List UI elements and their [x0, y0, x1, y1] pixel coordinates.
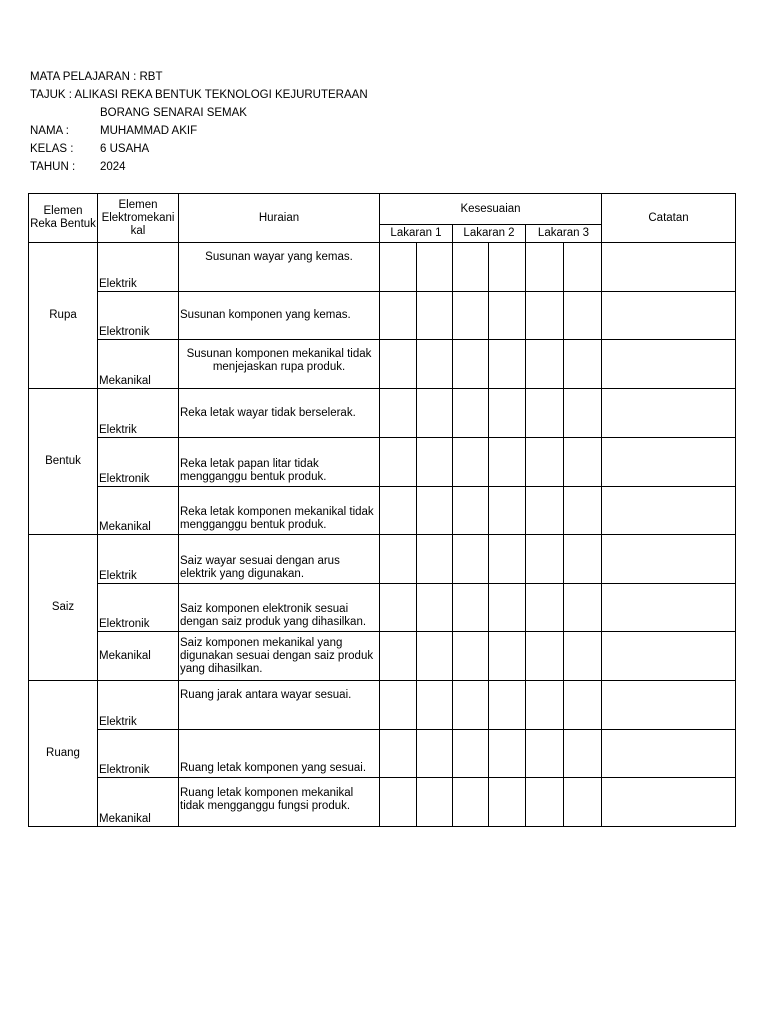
header-catatan: Catatan: [602, 194, 736, 243]
notes-cell[interactable]: [602, 438, 736, 487]
check-cell[interactable]: [526, 584, 564, 632]
description-cell: Reka letak wayar tidak berselerak.: [179, 389, 380, 438]
element-cell: Elektrik: [98, 535, 179, 584]
check-cell[interactable]: [380, 438, 417, 487]
check-cell[interactable]: [453, 487, 489, 535]
check-cell[interactable]: [417, 632, 453, 681]
header-lakaran-3: Lakaran 3: [526, 225, 602, 243]
description-cell: Susunan wayar yang kemas.: [179, 243, 380, 292]
element-cell: Elektronik: [98, 730, 179, 778]
element-cell: Mekanikal: [98, 340, 179, 389]
check-cell[interactable]: [564, 292, 602, 340]
check-cell[interactable]: [489, 292, 526, 340]
check-cell[interactable]: [417, 487, 453, 535]
check-cell[interactable]: [417, 243, 453, 292]
notes-cell[interactable]: [602, 243, 736, 292]
notes-cell[interactable]: [602, 340, 736, 389]
header-lakaran-1: Lakaran 1: [380, 225, 453, 243]
notes-cell[interactable]: [602, 487, 736, 535]
check-cell[interactable]: [526, 438, 564, 487]
description-cell: Ruang letak komponen yang sesuai.: [179, 730, 380, 778]
check-cell[interactable]: [417, 389, 453, 438]
check-cell[interactable]: [380, 584, 417, 632]
name-value: MUHAMMAD AKIF: [100, 125, 198, 137]
check-cell[interactable]: [417, 535, 453, 584]
check-cell[interactable]: [417, 730, 453, 778]
check-cell[interactable]: [489, 632, 526, 681]
element-cell: Elektronik: [98, 584, 179, 632]
notes-cell[interactable]: [602, 292, 736, 340]
check-cell[interactable]: [564, 632, 602, 681]
description-cell: Reka letak papan litar tidak mengganggu bentuk produk.: [179, 438, 380, 487]
check-cell[interactable]: [453, 632, 489, 681]
check-cell[interactable]: [453, 389, 489, 438]
check-cell[interactable]: [564, 535, 602, 584]
group-cell-ruang: Ruang: [29, 681, 98, 827]
notes-cell[interactable]: [602, 584, 736, 632]
header-kesesuaian: Kesesuaian: [380, 194, 602, 225]
check-cell[interactable]: [380, 681, 417, 730]
check-cell[interactable]: [417, 778, 453, 827]
check-cell[interactable]: [564, 681, 602, 730]
check-cell[interactable]: [489, 584, 526, 632]
check-cell[interactable]: [417, 584, 453, 632]
year-label: TAHUN :: [30, 161, 76, 173]
table-row: [29, 438, 736, 487]
check-cell[interactable]: [489, 243, 526, 292]
check-cell[interactable]: [380, 340, 417, 389]
element-cell: Elektrik: [98, 681, 179, 730]
check-cell[interactable]: [564, 340, 602, 389]
check-cell[interactable]: [380, 632, 417, 681]
subject-line: MATA PELAJARAN : RBT: [30, 71, 163, 83]
check-cell[interactable]: [380, 535, 417, 584]
check-cell[interactable]: [526, 681, 564, 730]
element-cell: Elektrik: [98, 243, 179, 292]
check-cell[interactable]: [526, 487, 564, 535]
check-cell[interactable]: [526, 535, 564, 584]
description-cell: Ruang letak komponen mekanikal tidak mengganggu fungsi produk.: [179, 778, 380, 827]
check-cell[interactable]: [564, 487, 602, 535]
element-cell: Elektrik: [98, 389, 179, 438]
check-cell[interactable]: [564, 389, 602, 438]
header-elemen-reka-bentuk: Elemen Reka Bentuk: [29, 194, 98, 243]
check-cell[interactable]: [564, 438, 602, 487]
header-lakaran-2: Lakaran 2: [453, 225, 526, 243]
header-elemen-elektromekanikal: Elemen Elektromekani kal: [98, 194, 179, 243]
description-cell: Saiz wayar sesuai dengan arus elektrik yang digunakan.: [179, 535, 380, 584]
check-cell[interactable]: [564, 778, 602, 827]
check-cell[interactable]: [453, 778, 489, 827]
element-cell: Elektronik: [98, 438, 179, 487]
check-cell[interactable]: [453, 438, 489, 487]
table-row: [29, 292, 736, 340]
table-row: [29, 389, 736, 438]
check-cell[interactable]: [417, 438, 453, 487]
check-cell[interactable]: [453, 535, 489, 584]
year-value: 2024: [100, 161, 126, 173]
check-cell[interactable]: [526, 389, 564, 438]
notes-cell[interactable]: [602, 681, 736, 730]
element-cell: Mekanikal: [98, 487, 179, 535]
check-cell[interactable]: [380, 487, 417, 535]
table-row: [29, 340, 736, 389]
check-cell[interactable]: [380, 730, 417, 778]
table-row: [29, 243, 736, 292]
check-cell[interactable]: [489, 389, 526, 438]
check-cell[interactable]: [564, 584, 602, 632]
check-cell[interactable]: [453, 681, 489, 730]
check-cell[interactable]: [526, 778, 564, 827]
notes-cell[interactable]: [602, 778, 736, 827]
check-cell[interactable]: [453, 730, 489, 778]
form-title: BORANG SENARAI SEMAK: [100, 107, 247, 119]
table-row: [29, 778, 736, 827]
check-cell[interactable]: [526, 292, 564, 340]
description-cell: Susunan komponen mekanikal tidak menjejaskan rupa produk.: [179, 340, 380, 389]
table-row: [29, 730, 736, 778]
check-cell[interactable]: [380, 243, 417, 292]
check-cell[interactable]: [489, 438, 526, 487]
check-cell[interactable]: [564, 730, 602, 778]
description-cell: Ruang jarak antara wayar sesuai.: [179, 681, 380, 730]
check-cell[interactable]: [489, 535, 526, 584]
notes-cell[interactable]: [602, 535, 736, 584]
class-value: 6 USAHA: [100, 143, 150, 155]
name-label: NAMA :: [30, 125, 69, 137]
notes-cell[interactable]: [602, 389, 736, 438]
table-row: [29, 535, 736, 584]
table-row: [29, 487, 736, 535]
description-cell: Saiz komponen mekanikal yang digunakan sesuai dengan saiz produk yang dihasilkan.: [179, 632, 380, 681]
description-cell: Saiz komponen elektronik sesuai dengan saiz produk yang dihasilkan.: [179, 584, 380, 632]
description-cell: Susunan komponen yang kemas.: [179, 292, 380, 340]
check-cell[interactable]: [526, 730, 564, 778]
table-row: [29, 681, 736, 730]
check-cell[interactable]: [489, 730, 526, 778]
group-cell-bentuk: Bentuk: [29, 389, 98, 535]
check-cell[interactable]: [453, 584, 489, 632]
element-cell: Mekanikal: [98, 778, 179, 827]
check-cell[interactable]: [380, 389, 417, 438]
group-cell-saiz: Saiz: [29, 535, 98, 681]
group-cell-rupa: Rupa: [29, 243, 98, 389]
check-cell[interactable]: [417, 681, 453, 730]
checklist-table: [28, 193, 736, 827]
check-cell[interactable]: [526, 340, 564, 389]
element-cell: Elektronik: [98, 292, 179, 340]
check-cell[interactable]: [453, 292, 489, 340]
notes-cell[interactable]: [602, 730, 736, 778]
check-cell[interactable]: [526, 632, 564, 681]
check-cell[interactable]: [489, 778, 526, 827]
check-cell[interactable]: [453, 243, 489, 292]
table-row: [29, 632, 736, 681]
check-cell[interactable]: [380, 778, 417, 827]
header-huraian: Huraian: [179, 194, 380, 243]
description-cell: Reka letak komponen mekanikal tidak mengganggu bentuk produk.: [179, 487, 380, 535]
check-cell[interactable]: [380, 292, 417, 340]
element-cell: Mekanikal: [98, 632, 179, 681]
table-row: [29, 584, 736, 632]
title-line: TAJUK : ALIKASI REKA BENTUK TEKNOLOGI KEJURUTERAAN: [30, 89, 368, 101]
check-cell[interactable]: [526, 243, 564, 292]
check-cell[interactable]: [417, 292, 453, 340]
check-cell[interactable]: [564, 243, 602, 292]
check-cell[interactable]: [417, 340, 453, 389]
check-cell[interactable]: [489, 681, 526, 730]
class-label: KELAS :: [30, 143, 74, 155]
check-cell[interactable]: [489, 487, 526, 535]
check-cell[interactable]: [453, 340, 489, 389]
check-cell[interactable]: [489, 340, 526, 389]
notes-cell[interactable]: [602, 632, 736, 681]
